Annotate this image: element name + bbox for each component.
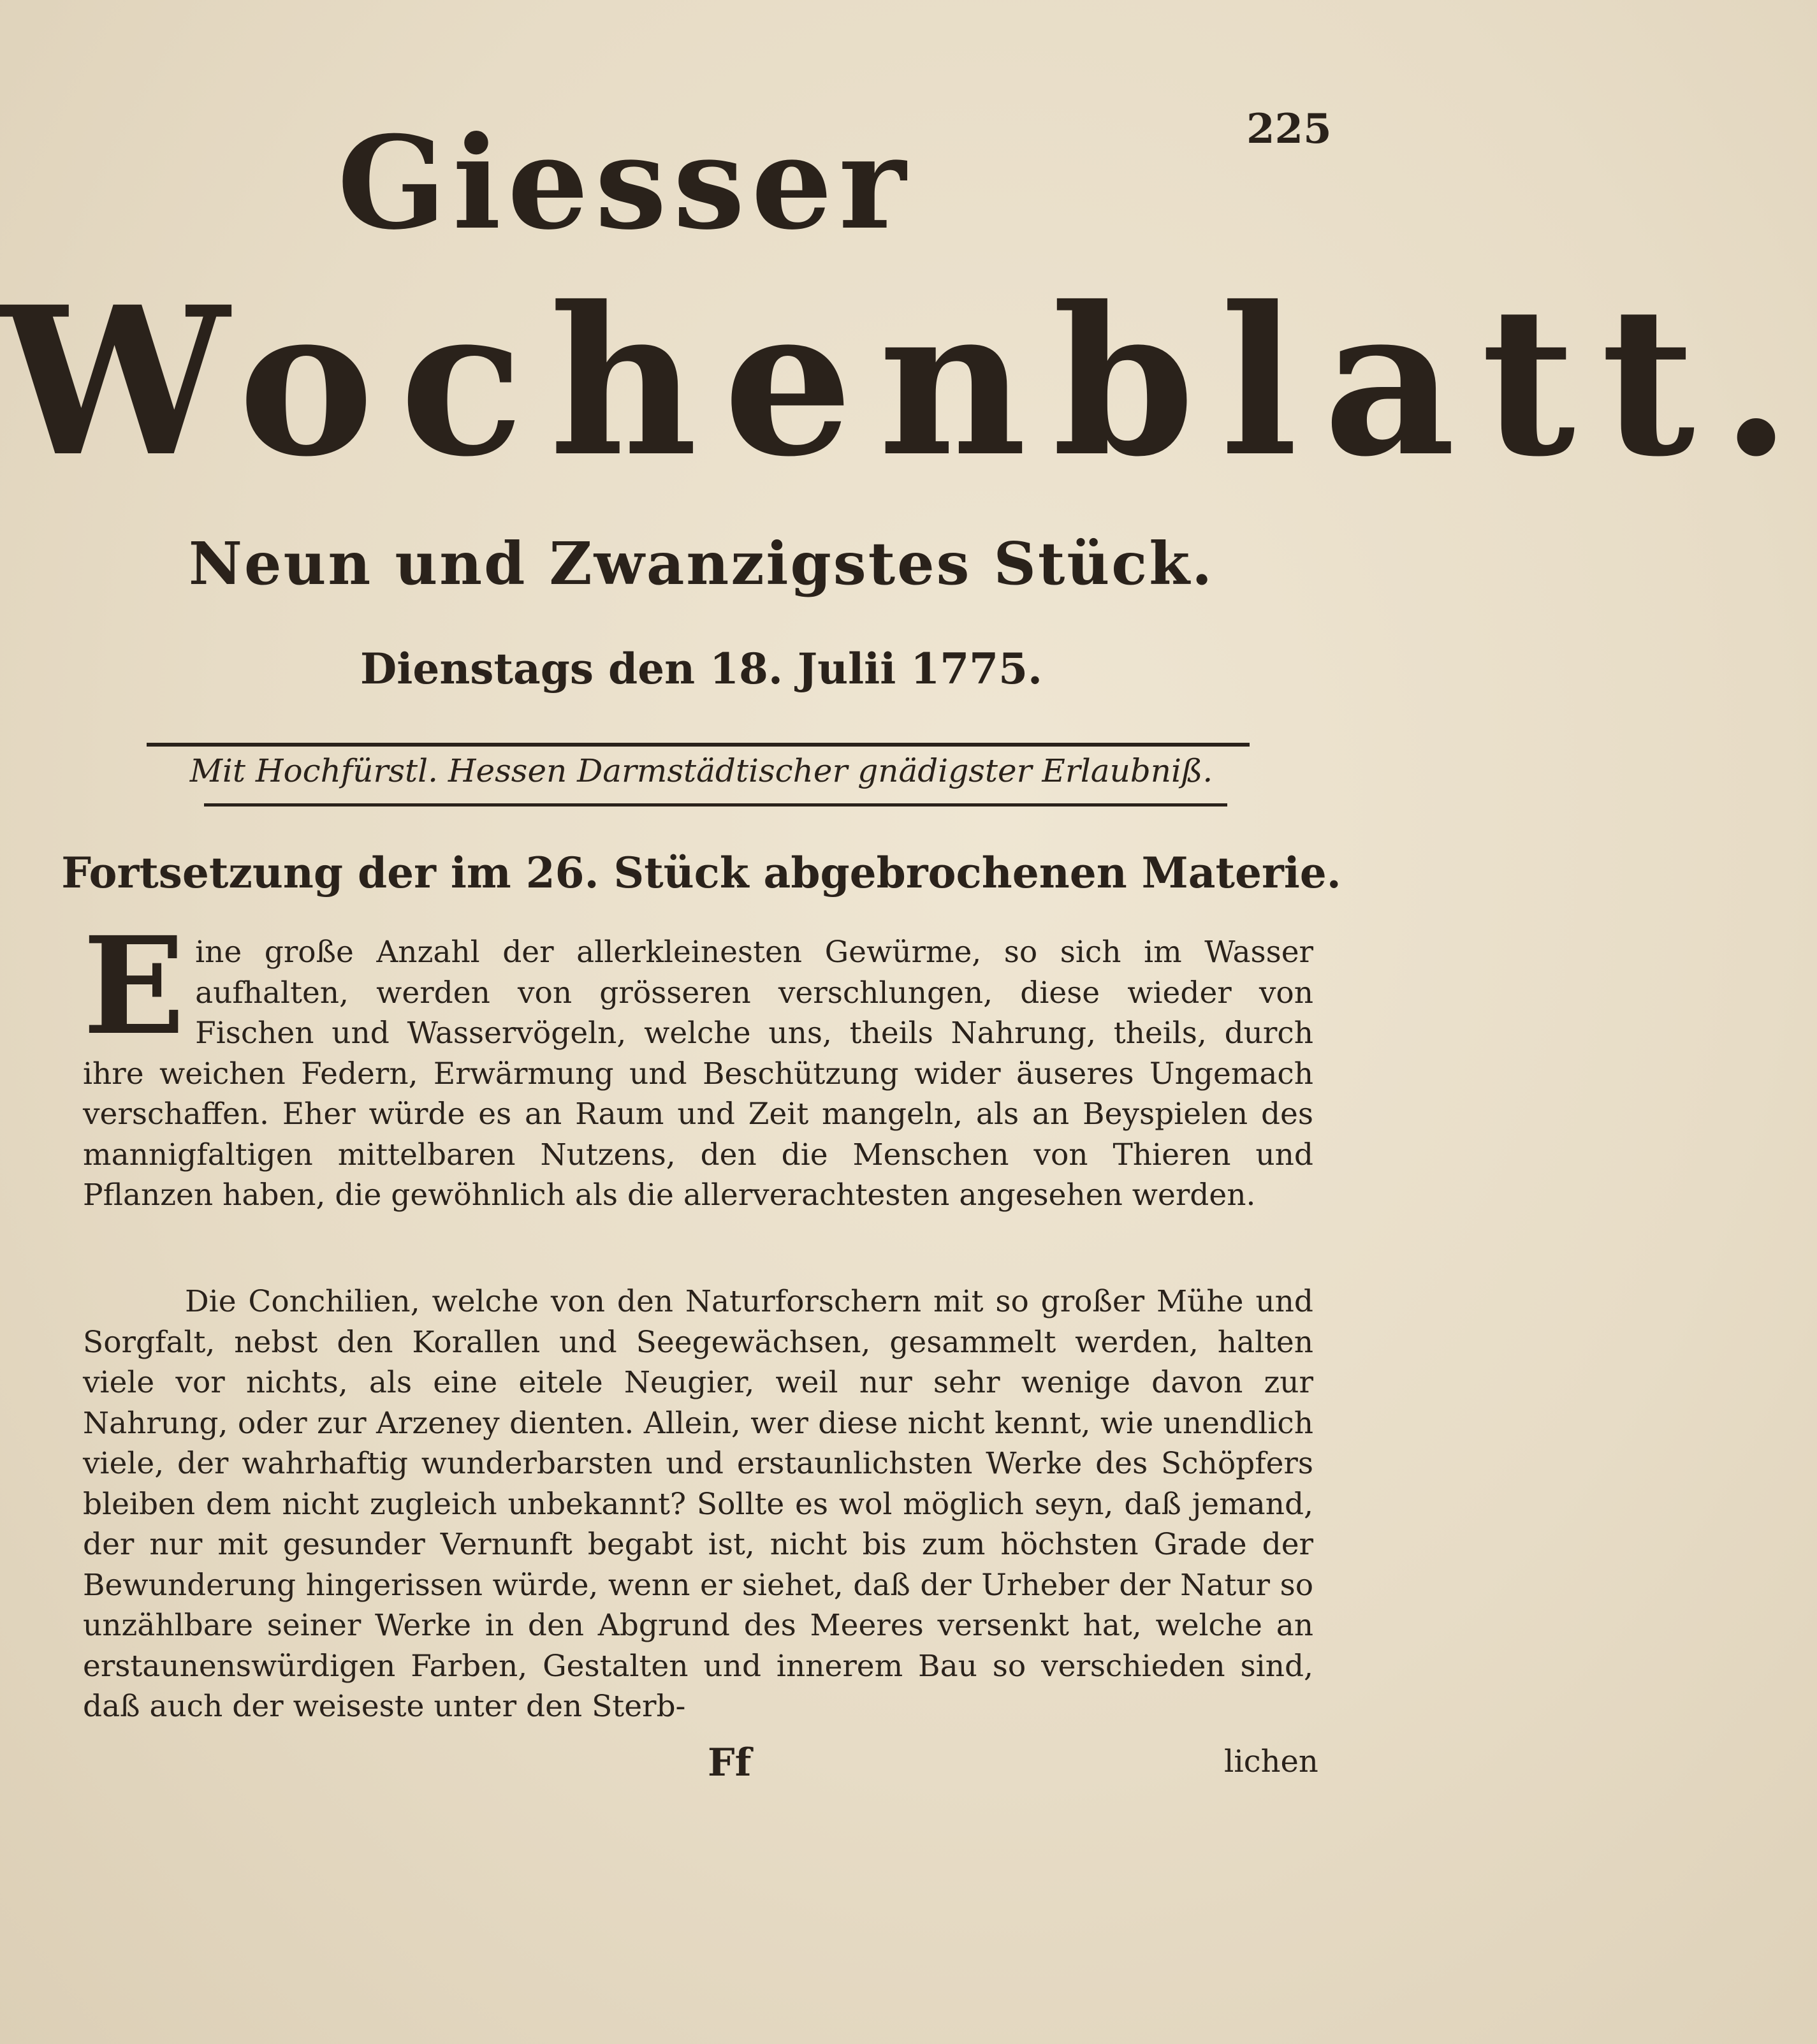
masthead-title-line1: Giesser <box>337 108 912 258</box>
masthead-title-line2: Wochenblatt. <box>0 263 1817 502</box>
drop-cap-initial: E <box>83 907 186 1065</box>
paragraph-1 <box>83 907 1313 1216</box>
section-heading: Fortsetzung der im 26. Stück abgebrochenen Materie. <box>61 848 1341 898</box>
page-number: 225 <box>1246 105 1332 153</box>
paragraph-2: Die Conchilien, welche von den Naturforschern mit so großer Mühe und Sorgfalt, nebst den Korallen und Seegewächsen, gesammelt werden, halten viele vor nichts, als eine eitele Neugier, weil nur sehr wenige davon zur Nahrung, oder zur Arzeney dienten. Allein, wer diese nicht kennt, wie unendlich viele, der wahrhaftig wunderbarsten und erstaunlichsten Werke des Schöpfers bleiben dem nicht zugleich unbekannt? Sollte es wol möglich seyn, daß jemand, der nur mit gesunder Vernunft begabt ist, nicht bis zum höchsten Grade der Bewunderung hingerissen würde, wenn er siehet, daß der Urheber der Natur so unzählbare seiner Werke in den Abgrund des Meeres versenkt hat, welche an erstaunenswürdigen Farben, Gestalten und innerem Bau so verschieden sind, daß auch der weiseste unter den Sterb- <box>83 1284 1313 1724</box>
permission-line: Mit Hochfürstl. Hessen Darmstädtischer gnädigster Erlaubniß. <box>189 752 1213 789</box>
catchword: lichen <box>1224 1744 1318 1779</box>
issue-date: Dienstags den 18. Julii 1775. <box>360 644 1042 694</box>
issue-title: Neun und Zwanzigstes Stück. <box>188 529 1215 598</box>
signature-mark: Ff <box>708 1741 752 1785</box>
paragraph-1-text: ine große Anzahl der allerkleinesten Gewürme, so sich im Wasser aufhalten, werden von grösseren verschlungen, diese wieder von Fischen und Wasservögeln, welche uns, theils Nahrung, theils, durch ihre weichen Federn, Erwärmung und Beschützung wider äuseres Ungemach verschaffen. Eher würde es an Raum und Zeit mangeln, als an Beyspielen des mannigfaltigen mittelbaren Nutzens, den die Menschen von Thieren und Pflanzen haben, die gewöhnlich als die allerverachtesten angesehen werden. <box>83 935 1313 1213</box>
rule-bottom <box>204 803 1227 807</box>
rule-top <box>147 743 1250 747</box>
